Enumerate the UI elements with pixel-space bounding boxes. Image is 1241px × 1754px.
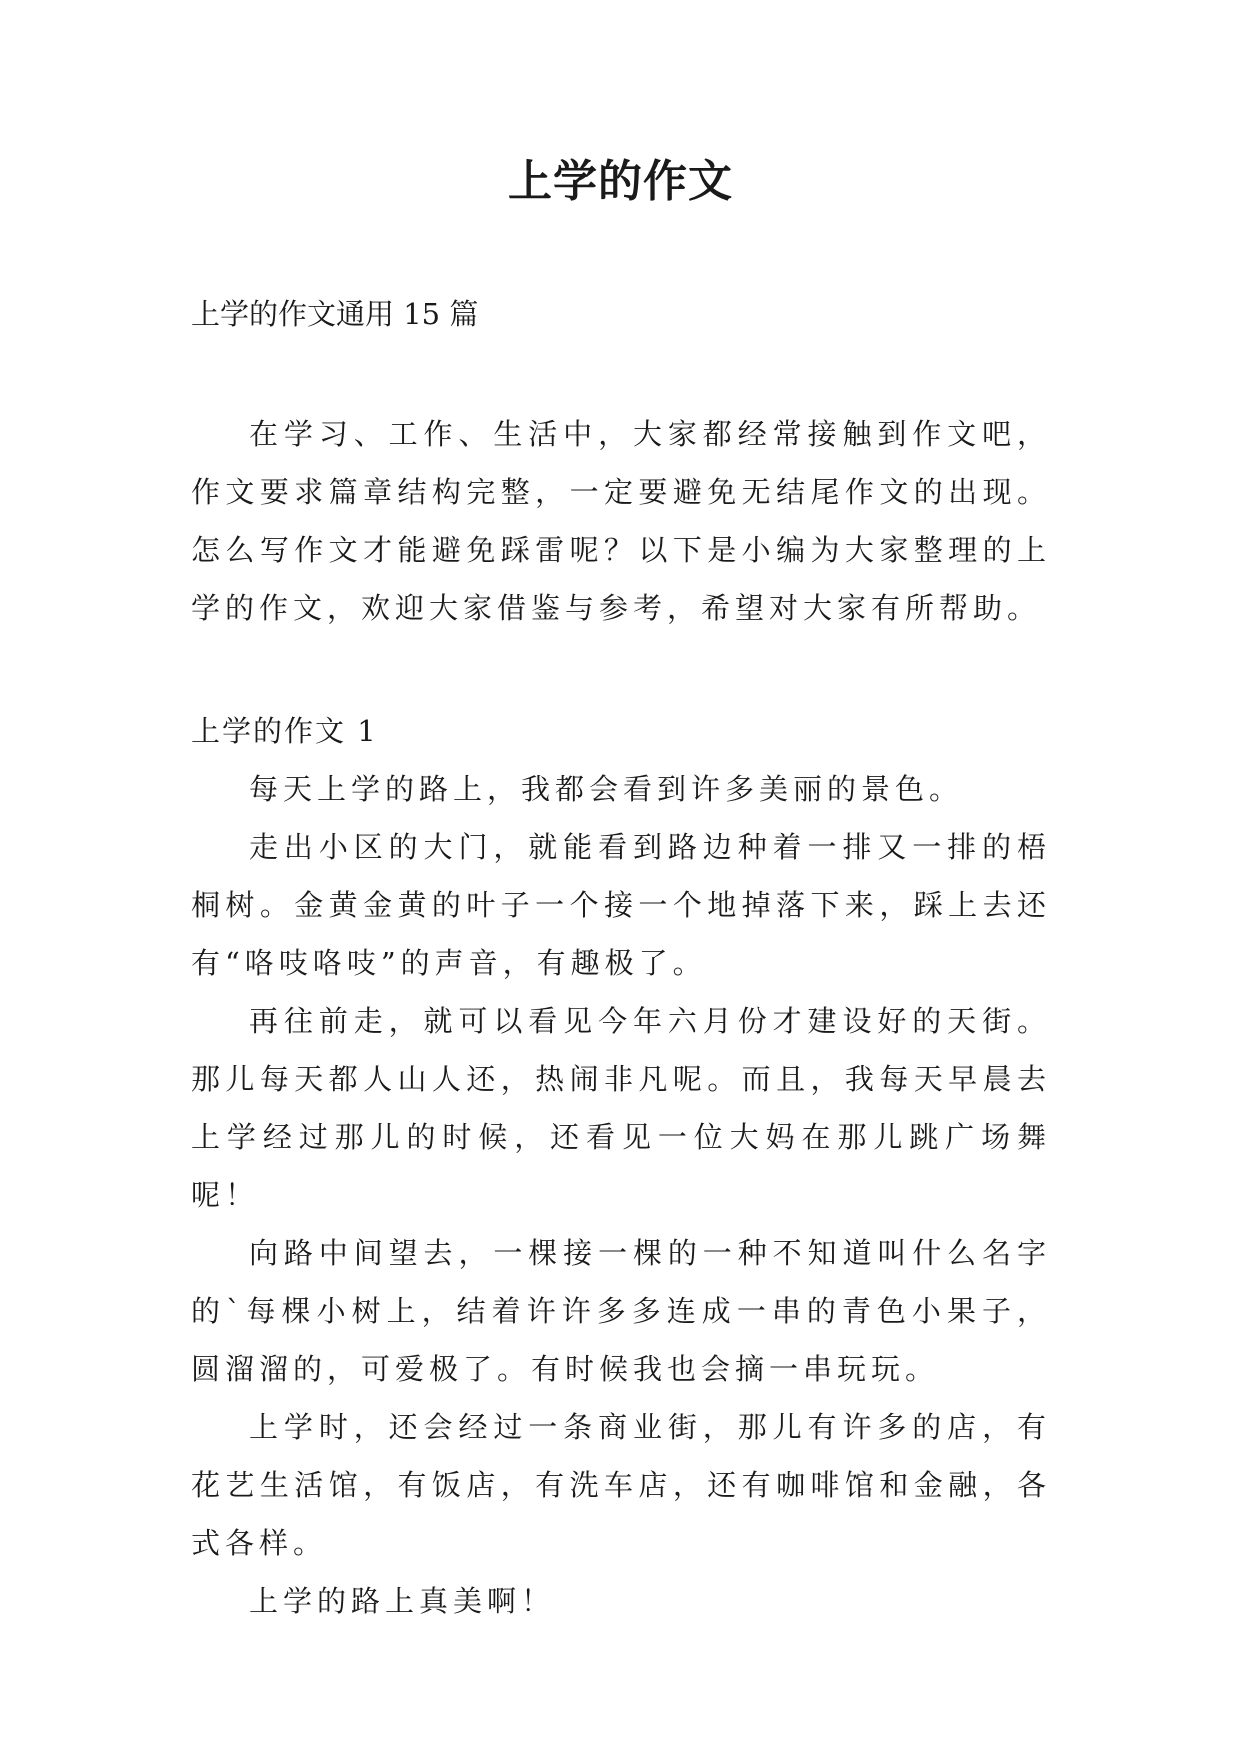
document-subtitle: 上学的作文通用 15 篇	[191, 297, 479, 331]
essay-paragraph: 每天上学的路上，我都会看到许多美丽的景色。	[249, 772, 964, 806]
essay-paragraph: 上学的路上真美啊！	[249, 1584, 556, 1618]
essay-paragraph: 走出小区的大门，就能看到路边种着一排又一排的梧桐树。金黄金黄的叶子一个接一个地掉落下来，踩上去还有“咯吱咯吱”的声音，有趣极了。	[191, 830, 1051, 980]
essay-paragraph: 向路中间望去，一棵接一棵的一种不知道叫什么名字的`每棵小树上，结着许许多多连成一串的青色小果子，圆溜溜的，可爱极了。有时候我也会摘一串玩玩。	[191, 1236, 1051, 1386]
intro-paragraph: 在学习、工作、生活中，大家都经常接触到作文吧，作文要求篇章结构完整，一定要避免无结尾作文的出现。怎么写作文才能避免踩雷呢？以下是小编为大家整理的上学的作文，欢迎大家借鉴与参考，希望对大家有所帮助。	[191, 417, 1051, 625]
intro-section	[191, 405, 1051, 637]
document-title: 上学的作文	[508, 156, 733, 207]
section-heading: 上学的作文 1	[191, 714, 378, 748]
essay-paragraph: 再往前走，就可以看见今年六月份才建设好的天街。那儿每天都人山人还，热闹非凡呢。而且，我每天早晨去上学经过那儿的时候，还看见一位大妈在那儿跳广场舞呢！	[191, 1004, 1051, 1212]
essay-paragraph: 上学时，还会经过一条商业街，那儿有许多的店，有花艺生活馆，有饭店，有洗车店，还有咖啡馆和金融，各式各样。	[191, 1410, 1051, 1560]
essay-section-1	[191, 702, 1051, 1630]
